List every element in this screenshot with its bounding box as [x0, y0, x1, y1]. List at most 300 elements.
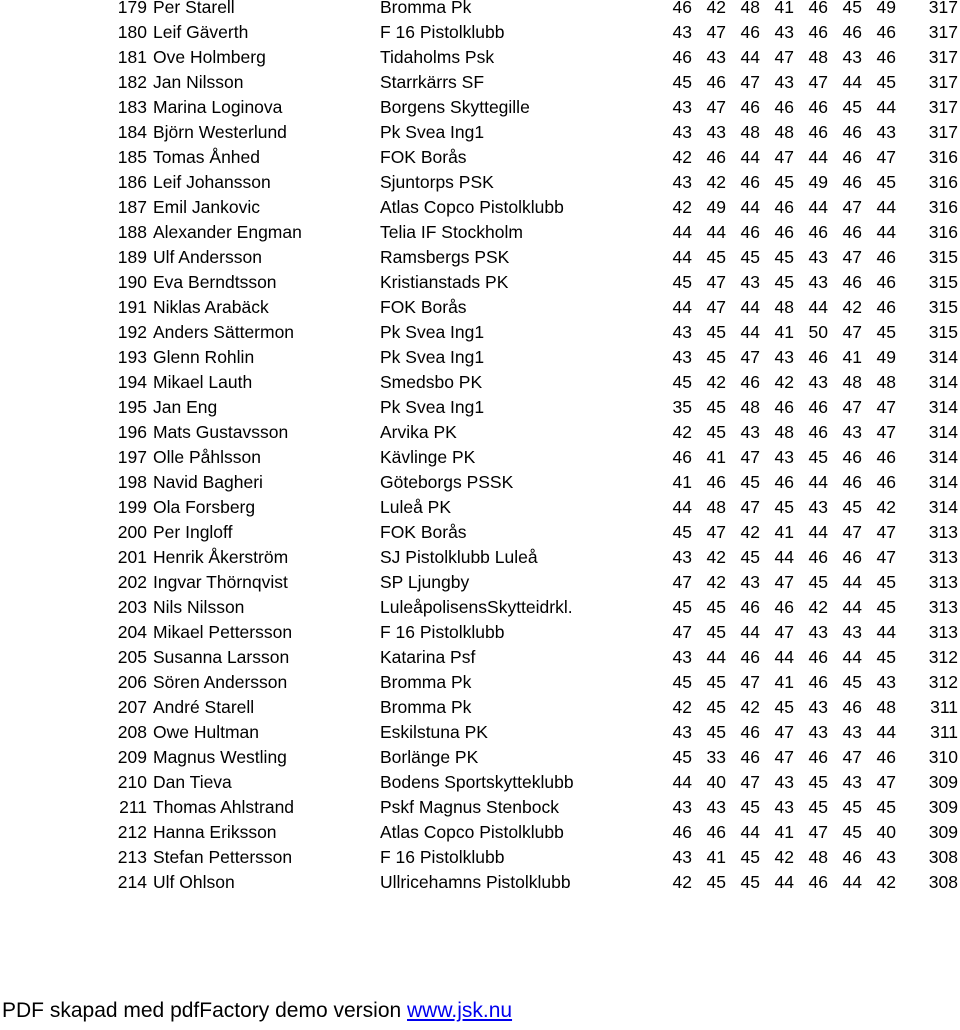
- series-score: 47: [740, 772, 760, 792]
- series-score: 43: [672, 172, 692, 192]
- shooter-name: Marina Loginova: [153, 97, 283, 117]
- series-score: 44: [842, 72, 862, 92]
- series-score: 46: [842, 697, 862, 717]
- club-name: Pk Svea Ing1: [380, 347, 485, 367]
- series-score: 44: [672, 222, 692, 242]
- total-score: 313: [928, 597, 958, 617]
- series-score: 42: [706, 0, 726, 17]
- result-row: [0, 872, 960, 900]
- series-score: 46: [740, 22, 760, 42]
- total-score: 311: [930, 722, 958, 742]
- club-name: Tidaholms Psk: [380, 47, 495, 67]
- total-score: 314: [928, 497, 958, 517]
- series-score: 46: [740, 647, 760, 667]
- place-number: 210: [117, 772, 147, 792]
- shooter-name: Ulf Ohlson: [153, 872, 235, 892]
- series-score: 44: [876, 97, 896, 117]
- series-score: 43: [672, 322, 692, 342]
- shooter-name: Mikael Lauth: [153, 372, 253, 392]
- series-score: 47: [842, 747, 862, 767]
- series-score: 42: [808, 597, 828, 617]
- series-score: 46: [808, 747, 828, 767]
- club-name: Katarina Psf: [380, 647, 476, 667]
- place-number: 214: [117, 872, 147, 892]
- series-score: 43: [672, 122, 692, 142]
- series-score: 46: [842, 122, 862, 142]
- series-score: 45: [808, 772, 828, 792]
- place-number: 193: [117, 347, 147, 367]
- series-score: 45: [672, 672, 692, 692]
- club-name: Luleå PK: [380, 497, 452, 517]
- series-score: 42: [706, 172, 726, 192]
- series-score: 47: [808, 72, 828, 92]
- series-score: 46: [808, 222, 828, 242]
- club-name: F 16 Pistolklubb: [380, 622, 505, 642]
- series-score: 42: [672, 147, 692, 167]
- series-score: 43: [672, 347, 692, 367]
- series-score: 48: [774, 422, 794, 442]
- footer-text: PDF skapad med pdfFactory demo version: [2, 999, 408, 1022]
- total-score: 312: [928, 647, 958, 667]
- shooter-name: Sören Andersson: [153, 672, 288, 692]
- place-number: 209: [117, 747, 147, 767]
- series-score: 45: [842, 97, 862, 117]
- total-score: 312: [928, 672, 958, 692]
- series-score: 45: [706, 422, 726, 442]
- place-number: 196: [117, 422, 147, 442]
- series-score: 47: [740, 497, 760, 517]
- place-number: 194: [117, 372, 147, 392]
- series-score: 47: [876, 522, 896, 542]
- series-score: 48: [774, 122, 794, 142]
- series-score: 45: [842, 497, 862, 517]
- series-score: 43: [808, 272, 828, 292]
- shooter-name: Emil Jankovic: [153, 197, 260, 217]
- series-score: 46: [808, 397, 828, 417]
- series-score: 43: [706, 797, 726, 817]
- place-number: 199: [117, 497, 147, 517]
- series-score: 45: [774, 172, 794, 192]
- series-score: 44: [740, 622, 760, 642]
- shooter-name: Glenn Rohlin: [153, 347, 255, 367]
- series-score: 47: [706, 97, 726, 117]
- series-score: 46: [876, 447, 896, 467]
- series-score: 46: [706, 472, 726, 492]
- series-score: 46: [740, 172, 760, 192]
- shooter-name: Alexander Engman: [153, 222, 302, 242]
- series-score: 45: [740, 797, 760, 817]
- series-score: 47: [808, 822, 828, 842]
- series-score: 46: [876, 22, 896, 42]
- series-score: 42: [876, 872, 896, 892]
- series-score: 42: [706, 547, 726, 567]
- series-score: 42: [740, 522, 760, 542]
- series-score: 45: [672, 272, 692, 292]
- series-score: 46: [808, 647, 828, 667]
- series-score: 45: [672, 522, 692, 542]
- series-score: 46: [842, 147, 862, 167]
- shooter-name: Owe Hultman: [153, 722, 260, 742]
- place-number: 189: [117, 247, 147, 267]
- place-number: 208: [117, 722, 147, 742]
- series-score: 46: [842, 22, 862, 42]
- total-score: 314: [928, 397, 958, 417]
- series-score: 46: [842, 272, 862, 292]
- series-score: 43: [774, 72, 794, 92]
- series-score: 43: [876, 122, 896, 142]
- series-score: 45: [706, 672, 726, 692]
- series-score: 46: [842, 472, 862, 492]
- series-score: 43: [808, 697, 828, 717]
- place-number: 186: [117, 172, 147, 192]
- series-score: 47: [774, 747, 794, 767]
- series-score: 41: [774, 672, 794, 692]
- series-score: 43: [740, 572, 760, 592]
- series-score: 45: [876, 647, 896, 667]
- series-score: 44: [706, 647, 726, 667]
- series-score: 47: [774, 572, 794, 592]
- series-score: 45: [672, 72, 692, 92]
- series-score: 42: [706, 372, 726, 392]
- series-score: 44: [774, 872, 794, 892]
- place-number: 197: [117, 447, 147, 467]
- series-score: 45: [706, 397, 726, 417]
- series-score: 46: [774, 472, 794, 492]
- series-score: 44: [774, 547, 794, 567]
- series-score: 44: [740, 822, 760, 842]
- place-number: 207: [117, 697, 147, 717]
- series-score: 47: [842, 197, 862, 217]
- series-score: 43: [672, 547, 692, 567]
- series-score: 45: [876, 797, 896, 817]
- series-score: 45: [774, 247, 794, 267]
- series-score: 44: [672, 297, 692, 317]
- series-score: 47: [842, 247, 862, 267]
- club-name: Arvika PK: [380, 422, 457, 442]
- shooter-name: Navid Bagheri: [153, 472, 263, 492]
- club-name: Starrkärrs SF: [380, 72, 485, 92]
- series-score: 45: [774, 272, 794, 292]
- shooter-name: Anders Sättermon: [153, 322, 295, 342]
- club-name: Pk Svea Ing1: [380, 322, 485, 342]
- series-score: 44: [808, 297, 828, 317]
- total-score: 314: [928, 422, 958, 442]
- total-score: 309: [928, 797, 958, 817]
- series-score: 45: [876, 322, 896, 342]
- total-score: 313: [928, 547, 958, 567]
- club-name: FOK Borås: [380, 147, 467, 167]
- series-score: 42: [706, 572, 726, 592]
- series-score: 46: [876, 297, 896, 317]
- series-score: 41: [774, 522, 794, 542]
- club-name: Ullricehamns Pistolklubb: [380, 872, 571, 892]
- series-score: 48: [842, 372, 862, 392]
- series-score: 41: [774, 822, 794, 842]
- club-name: Atlas Copco Pistolklubb: [380, 822, 564, 842]
- club-name: Pk Svea Ing1: [380, 397, 485, 417]
- footer-link[interactable]: www.jsk.nu: [407, 999, 513, 1022]
- series-score: 44: [774, 647, 794, 667]
- series-score: 46: [774, 397, 794, 417]
- club-name: Ramsbergs PSK: [380, 247, 510, 267]
- series-score: 45: [740, 472, 760, 492]
- series-score: 44: [876, 622, 896, 642]
- club-name: Kristianstads PK: [380, 272, 509, 292]
- series-score: 40: [876, 822, 896, 842]
- place-number: 198: [117, 472, 147, 492]
- series-score: 46: [876, 272, 896, 292]
- series-score: 46: [808, 547, 828, 567]
- total-score: 317: [928, 72, 958, 92]
- shooter-name: Niklas Arabäck: [153, 297, 269, 317]
- series-score: 43: [808, 622, 828, 642]
- series-score: 45: [808, 572, 828, 592]
- series-score: 43: [672, 22, 692, 42]
- shooter-name: Leif Gäverth: [153, 22, 249, 42]
- series-score: 42: [672, 197, 692, 217]
- series-score: 49: [706, 197, 726, 217]
- series-score: 49: [876, 347, 896, 367]
- total-score: 310: [928, 747, 958, 767]
- place-number: 191: [117, 297, 147, 317]
- series-score: 47: [706, 522, 726, 542]
- series-score: 44: [876, 222, 896, 242]
- series-score: 42: [672, 422, 692, 442]
- shooter-name: Ove Holmberg: [153, 47, 266, 67]
- total-score: 315: [928, 297, 958, 317]
- shooter-name: Nils Nilsson: [153, 597, 245, 617]
- series-score: 41: [774, 0, 794, 17]
- series-score: 47: [876, 422, 896, 442]
- shooter-name: Leif Johansson: [153, 172, 271, 192]
- series-score: 46: [808, 872, 828, 892]
- series-score: 46: [808, 672, 828, 692]
- place-number: 180: [117, 22, 147, 42]
- place-number: 181: [117, 47, 147, 67]
- total-score: 308: [928, 872, 958, 892]
- series-score: 47: [706, 297, 726, 317]
- series-score: 45: [808, 447, 828, 467]
- place-number: 204: [117, 622, 147, 642]
- shooter-name: Olle Påhlsson: [153, 447, 261, 467]
- place-number: 192: [117, 322, 147, 342]
- series-score: 47: [876, 547, 896, 567]
- place-number: 203: [117, 597, 147, 617]
- shooter-name: Ola Forsberg: [153, 497, 256, 517]
- total-score: 316: [928, 197, 958, 217]
- series-score: 46: [740, 97, 760, 117]
- series-score: 46: [876, 47, 896, 67]
- series-score: 43: [672, 97, 692, 117]
- shooter-name: Jan Eng: [153, 397, 218, 417]
- total-score: 314: [928, 447, 958, 467]
- shooter-name: Ingvar Thörnqvist: [153, 572, 288, 592]
- series-score: 46: [672, 47, 692, 67]
- shooter-name: Henrik Åkerström: [153, 547, 289, 567]
- series-score: 50: [808, 322, 828, 342]
- pdf-footer: [2, 998, 512, 1024]
- total-score: 317: [928, 22, 958, 42]
- series-score: 45: [706, 347, 726, 367]
- series-score: 45: [740, 247, 760, 267]
- series-score: 46: [740, 747, 760, 767]
- club-name: Bromma Pk: [380, 697, 472, 717]
- series-score: 45: [808, 797, 828, 817]
- series-score: 46: [842, 547, 862, 567]
- club-name: Pskf Magnus Stenbock: [380, 797, 559, 817]
- shooter-name: Björn Westerlund: [153, 122, 287, 142]
- club-name: SP Ljungby: [380, 572, 470, 592]
- series-score: 45: [842, 822, 862, 842]
- series-score: 46: [706, 72, 726, 92]
- series-score: 45: [842, 0, 862, 17]
- shooter-name: Hanna Eriksson: [153, 822, 277, 842]
- series-score: 44: [706, 222, 726, 242]
- series-score: 45: [672, 372, 692, 392]
- series-score: 45: [672, 747, 692, 767]
- series-score: 47: [876, 147, 896, 167]
- series-score: 46: [774, 222, 794, 242]
- series-score: 46: [672, 447, 692, 467]
- shooter-name: Mats Gustavsson: [153, 422, 289, 442]
- series-score: 42: [672, 872, 692, 892]
- series-score: 42: [774, 372, 794, 392]
- total-score: 313: [928, 622, 958, 642]
- club-name: Bromma Pk: [380, 0, 472, 17]
- series-score: 45: [842, 797, 862, 817]
- series-score: 46: [808, 0, 828, 17]
- series-score: 47: [740, 672, 760, 692]
- series-score: 47: [740, 447, 760, 467]
- place-number: 188: [117, 222, 147, 242]
- club-name: Smedsbo PK: [380, 372, 483, 392]
- total-score: 316: [928, 172, 958, 192]
- place-number: 179: [117, 0, 147, 17]
- series-score: 43: [706, 122, 726, 142]
- series-score: 43: [672, 722, 692, 742]
- place-number: 187: [117, 197, 147, 217]
- series-score: 41: [842, 347, 862, 367]
- total-score: 314: [928, 372, 958, 392]
- shooter-name: Susanna Larsson: [153, 647, 290, 667]
- series-score: 45: [842, 672, 862, 692]
- place-number: 202: [117, 572, 147, 592]
- series-score: 47: [774, 722, 794, 742]
- series-score: 49: [808, 172, 828, 192]
- series-score: 43: [774, 347, 794, 367]
- series-score: 45: [876, 72, 896, 92]
- club-name: Bodens Sportskytteklubb: [380, 772, 574, 792]
- series-score: 46: [740, 722, 760, 742]
- shooter-name: Dan Tieva: [153, 772, 232, 792]
- shooter-name: Tomas Ånhed: [153, 147, 261, 167]
- series-score: 47: [740, 347, 760, 367]
- series-score: 48: [706, 497, 726, 517]
- series-score: 44: [808, 522, 828, 542]
- series-score: 45: [740, 847, 760, 867]
- series-score: 45: [706, 722, 726, 742]
- series-score: 48: [876, 372, 896, 392]
- series-score: 45: [876, 597, 896, 617]
- series-score: 44: [808, 147, 828, 167]
- series-score: 44: [740, 197, 760, 217]
- total-score: 317: [928, 47, 958, 67]
- series-score: 44: [740, 147, 760, 167]
- place-number: 211: [119, 797, 147, 817]
- series-score: 45: [740, 547, 760, 567]
- series-score: 49: [876, 0, 896, 17]
- total-score: 308: [928, 847, 958, 867]
- shooter-name: André Starell: [153, 697, 255, 717]
- series-score: 47: [842, 397, 862, 417]
- series-score: 44: [740, 47, 760, 67]
- shooter-name: Magnus Westling: [153, 747, 287, 767]
- series-score: 45: [706, 597, 726, 617]
- series-score: 46: [740, 222, 760, 242]
- series-score: 43: [774, 772, 794, 792]
- series-score: 44: [672, 497, 692, 517]
- club-name: Telia IF Stockholm: [380, 222, 523, 242]
- series-score: 43: [842, 722, 862, 742]
- series-score: 46: [876, 472, 896, 492]
- club-name: FOK Borås: [380, 297, 467, 317]
- series-score: 43: [672, 847, 692, 867]
- club-name: LuleåpolisensSkytteidrkl.: [380, 597, 573, 617]
- place-number: 212: [117, 822, 147, 842]
- series-score: 46: [672, 0, 692, 17]
- series-score: 47: [774, 47, 794, 67]
- series-score: 45: [672, 597, 692, 617]
- total-score: 317: [928, 122, 958, 142]
- series-score: 44: [740, 297, 760, 317]
- shooter-name: Stefan Pettersson: [153, 847, 293, 867]
- series-score: 44: [672, 247, 692, 267]
- series-score: 46: [740, 372, 760, 392]
- series-score: 42: [774, 847, 794, 867]
- place-number: 195: [117, 397, 147, 417]
- series-score: 47: [842, 322, 862, 342]
- shooter-name: Per Starell: [153, 0, 235, 17]
- series-score: 47: [774, 147, 794, 167]
- series-score: 45: [876, 572, 896, 592]
- total-score: 316: [928, 147, 958, 167]
- series-score: 48: [740, 122, 760, 142]
- total-score: 313: [928, 522, 958, 542]
- series-score: 46: [774, 197, 794, 217]
- series-score: 48: [740, 397, 760, 417]
- club-name: Kävlinge PK: [380, 447, 476, 467]
- total-score: 315: [928, 322, 958, 342]
- series-score: 47: [774, 622, 794, 642]
- series-score: 48: [808, 47, 828, 67]
- series-score: 44: [808, 197, 828, 217]
- series-score: 46: [774, 597, 794, 617]
- series-score: 45: [740, 872, 760, 892]
- series-score: 43: [740, 422, 760, 442]
- series-score: 43: [842, 622, 862, 642]
- series-score: 43: [774, 22, 794, 42]
- club-name: Atlas Copco Pistolklubb: [380, 197, 564, 217]
- series-score: 45: [876, 172, 896, 192]
- series-score: 44: [842, 597, 862, 617]
- total-score: 314: [928, 347, 958, 367]
- place-number: 213: [117, 847, 147, 867]
- series-score: 41: [706, 447, 726, 467]
- place-number: 201: [117, 547, 147, 567]
- place-number: 205: [117, 647, 147, 667]
- total-score: 316: [928, 222, 958, 242]
- series-score: 43: [672, 797, 692, 817]
